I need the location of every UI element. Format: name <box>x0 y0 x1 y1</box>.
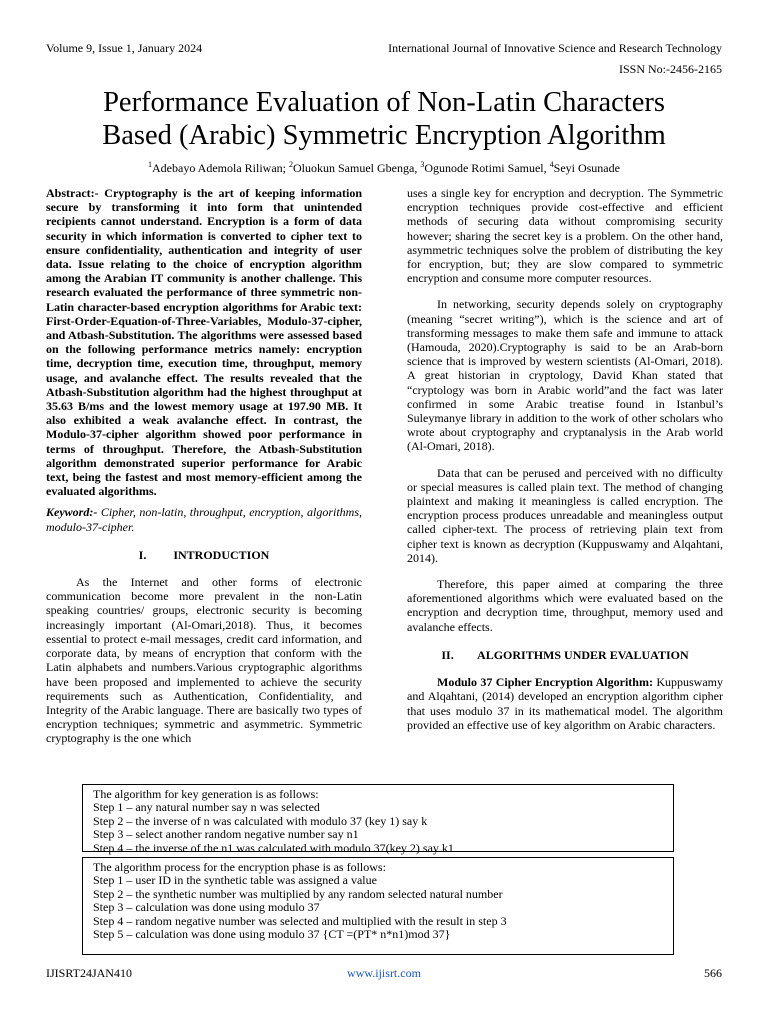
box-line: The algorithm for key generation is as follows: <box>93 787 319 801</box>
abstract <box>46 186 362 498</box>
author-1: Adebayo Ademola Riliwan; <box>152 161 286 175</box>
intro-paragraph-4: Therefore, this paper aimed at comparing the three aforementioned algorithms which were evaluated based on the encryption and decryption time, throughput, memory used and avalanche effects. <box>407 577 723 634</box>
journal-url[interactable]: www.ijisrt.com <box>347 966 421 980</box>
box-line: The algorithm process for the encryption phase is as follows: <box>93 860 386 874</box>
box-line: Step 2 – the inverse of n was calculated with modulo 37 (key 1) say k <box>93 813 428 828</box>
right-column <box>407 186 723 732</box>
title-line-1: Performance Evaluation of Non-Latin Characters <box>103 87 665 118</box>
box-line: Step 2 – the synthetic number was multiplied by any random selected natural number <box>93 886 503 901</box>
intro-paragraph-1: As the Internet and other forms of electronic communication become more prevalent in the non-Latin speaking countries/ groups, electronic security is becoming increasingly important (Al-Omari,2018). Thus, it becomes essential to protect e-mail messages, credit card information, and corporate data, by means of encryption that conform with the Latin alphabets and numbers.Various cryptographic algorithms have been proposed and implemented to achieve the security requirements such as Authentication, Confidentiality, and Integrity of the Arabic language. There are basically two types of encryption techniques; symmetric and asymmetric. Symmetric cryptography is the one which <box>46 575 362 746</box>
author-3: Ogunode Rotimi Samuel, <box>424 161 547 175</box>
abstract-label: Abstract:- <box>46 186 99 200</box>
author-list <box>30 160 738 176</box>
section-2-title: ALGORITHMS UNDER EVALUATION <box>477 647 689 662</box>
page-title <box>30 86 738 152</box>
section-1-heading <box>46 548 362 562</box>
box-line: Step 5 – calculation was done using modulo 37 {CT =(PT* n*n1)mod 37} <box>93 927 451 942</box>
modulo-37-subheading: Modulo 37 Cipher Encryption Algorithm: <box>437 675 653 690</box>
keywords-text: Cipher, non-latin, throughput, encryption, algorithms, modulo-37-cipher. <box>46 505 363 534</box>
intro-paragraph-3: Data that can be perused and perceived with no difficulty or special measures is called plain text. The method of changing plaintext and making it meaningless is called encryption. The encryption process produces unreadable and meaningless output called cipher-text. The process of retrieving plain text from cipher text is known as decryption (Kuppuswamy and Alqahtani, 2014). <box>407 465 723 565</box>
author-2-mark: 2 <box>289 160 293 169</box>
author-2: Oluokun Samuel Gbenga, <box>293 161 418 175</box>
author-4-mark: 4 <box>549 160 554 169</box>
paper-code: IJISRT24JAN410 <box>46 966 132 980</box>
section-2-number: II. <box>441 647 454 662</box>
title-line-2: Based (Arabic) Symmetric Encryption Algorithm <box>102 120 666 151</box>
author-4: Seyi Osunade <box>553 161 620 175</box>
box-line: Step 3 – select another random negative number say n1 <box>93 827 359 842</box>
section-1-number: I. <box>138 547 147 562</box>
volume-info: Volume 9, Issue 1, January 2024 <box>46 41 203 55</box>
abstract-text: Cryptography is the art of keeping information secure by transforming it into form that unintended recipients cannot understand. Encryption is a form of data security in which information is converted to cipher text to ensure confidentiality, authentication and integrity of user data. Issue relating to the choice of encryption algorithm among the Arabian IT community is another challenge. This research evaluated the performance of three symmetric non-Latin character-based encryption algorithms for Arabic text: First-Order-Equation-of-Three-Variables, Modulo-37-cipher, and Atbash-Substitution. The algorithms were assessed based on the following performance metrics namely: encryption time, decryption time, execution time, throughput, memory usage, and avalanche effect. The results revealed that the Atbash-Substitution algorithm had the highest throughput at 35.63 B/ms and the lowest memory usage at 197.90 MB. It also exhibited a weak avalanche effect. In contrast, the Modulo-37-cipher algorithm showed poor performance in terms of throughput. Therefore, the Atbash-Substitution algorithm demonstrated superior performance for Arabic text, being the fastest and most memory-efficient among the evaluated algorithms. <box>46 186 362 499</box>
keywords-label: Keyword:- <box>46 505 98 520</box>
page-number: 566 <box>704 966 722 980</box>
journal-name: International Journal of Innovative Science and Research Technology <box>388 41 722 55</box>
author-3-mark: 3 <box>420 160 425 169</box>
intro-paragraph-1-continued: uses a single key for encryption and decryption. The Symmetric encryption techniques provide cost-effective and efficient methods of securing data without compromising security however; sharing the secret key is a problem. On the other hand, asymmetric techniques solve the problem of distributing the key for encryption, but; they are slow compared to symmetric encryption and consume more computer resources. <box>407 186 723 286</box>
key-generation-box <box>82 784 674 855</box>
box-line: Step 1 – user ID in the synthetic table was assigned a value <box>93 873 377 888</box>
issn: ISSN No:-2456-2165 <box>618 62 722 76</box>
box-line: Step 4 – the inverse of the n1 was calculated with modulo 37(key 2) say k1 <box>93 840 454 855</box>
box-line: Step 3 – calculation was done using modulo 37 <box>93 900 320 915</box>
modulo-37-text: Kuppuswamy and Alqahtani, (2014) developed an encryption algorithm cipher that uses modulo 37 in its mathematical model. The algorithm provided an effective use of key algorithm on Arabic characters. <box>407 675 723 732</box>
author-1-mark: 1 <box>148 160 153 169</box>
section-1-title: INTRODUCTION <box>173 547 270 562</box>
box-line: Step 4 – random negative number was selected and multiplied with the result in step 3 <box>93 913 507 928</box>
keywords <box>46 505 362 533</box>
left-column <box>46 186 362 746</box>
modulo-37-paragraph <box>407 675 723 732</box>
box-line: Step 1 – any natural number say n was selected <box>93 800 320 815</box>
encryption-phase-box <box>82 857 674 955</box>
section-2-heading <box>407 648 723 662</box>
intro-paragraph-2: In networking, security depends solely on cryptography (meaning “secret writing”), which is the science and art of transforming messages to make them safe and immune to attack (Hamouda, 2020).Cryptography is said to be an Arab-born science that is improved by western scientists (Al-Omari, 2018). A great historian in cryptology, David Khan stated that “cryptology was born in Arabic world”and the fact was later confirmed in some Arabic treatise found in Istanbul’s Suleymanye library in addition to the work of other scholars who wrote about cryptography and cryptanalysis in the Arab world (Al-Omari, 2018). <box>407 297 723 454</box>
